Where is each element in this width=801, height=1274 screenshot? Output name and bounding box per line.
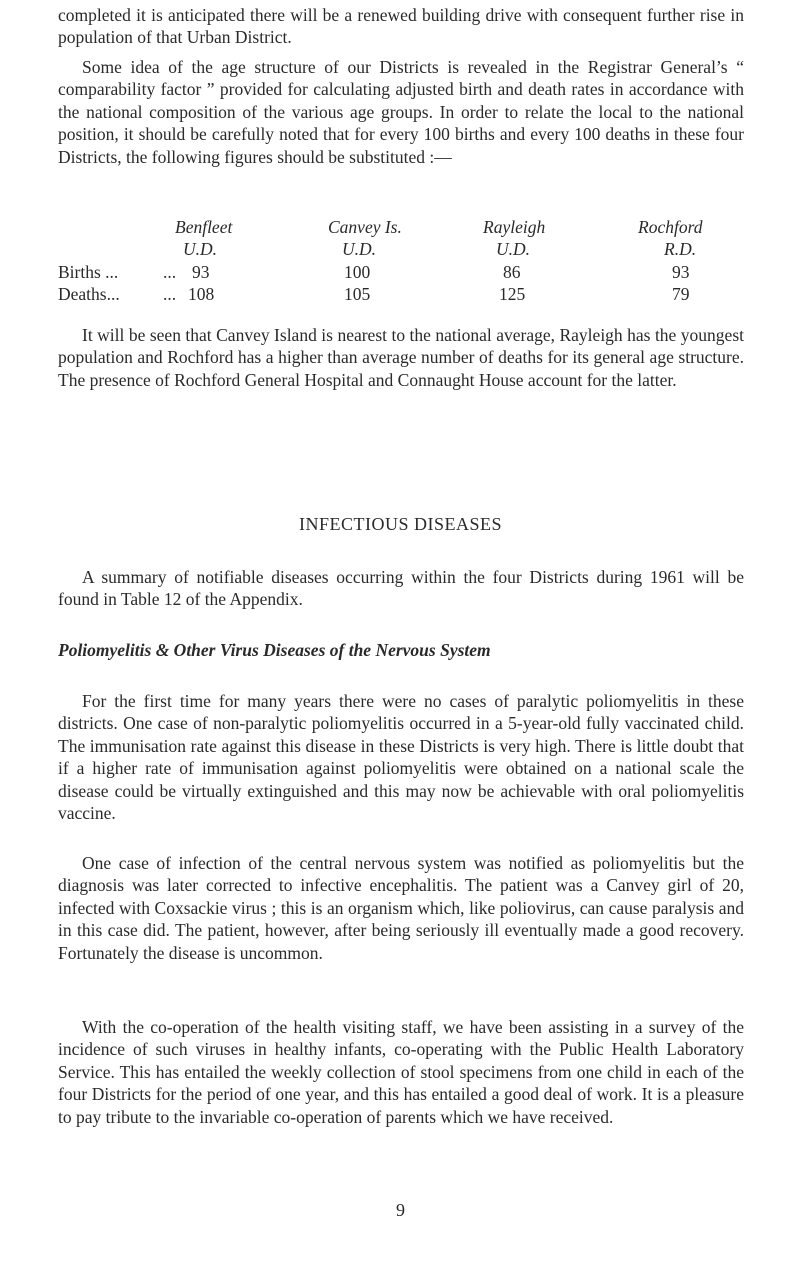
- births-rochford: 93: [672, 261, 690, 282]
- intro-paragraph: completed it is anticipated there will be a renewed building drive with consequent further rise in population of that Urban District.: [58, 5, 744, 48]
- table-subheader-row: [58, 238, 748, 260]
- row-label-deaths: Deaths...: [58, 284, 120, 305]
- col-header-rayleigh: Rayleigh: [483, 217, 546, 237]
- row-label-births: Births ...: [58, 261, 119, 282]
- summary-paragraph: A summary of notifiable diseases occurring within the four Districts during 1961 will be found in Table 12 of the Appendix.: [58, 567, 744, 610]
- row-leader-dots: ...: [163, 261, 177, 282]
- page-number: 9: [396, 1200, 405, 1220]
- births-benfleet: 93: [192, 261, 210, 282]
- table-row: [58, 261, 748, 283]
- col-header-benfleet: Benfleet: [175, 217, 233, 237]
- col-subheader-canvey: U.D.: [342, 239, 377, 260]
- col-subheader-rochford: R.D.: [664, 239, 697, 260]
- deaths-rayleigh: 125: [499, 284, 526, 305]
- deaths-canvey: 105: [344, 284, 371, 305]
- comparison-paragraph: It will be seen that Canvey Island is nearest to the national average, Rayleigh has the youngest population and Rochford has a higher than average number of deaths for its general age structure. The presence of Rochford General Hospital and Connaught House account for the latter.: [58, 325, 744, 390]
- deaths-rochford: 79: [672, 284, 690, 305]
- row-leader-dots: ...: [163, 284, 177, 305]
- age-structure-paragraph: Some idea of the age structure of our Districts is revealed in the Registrar General’s “ comparability factor ” provided for calculating adjusted birth and death rates in accordance with the national composition of the various age groups. In order to relate the local to the national position, it should be carefully noted that for every 100 births and every 100 deaths in these four Districts, the following figures should be substituted :—: [58, 57, 744, 167]
- survey-paragraph: With the co-operation of the health visiting staff, we have been assisting in a survey of the incidence of such viruses in healthy infants, co-operating with the Public Health Laboratory Service. This has entailed the weekly collection of stool specimens from one child in each of the four Districts for the period of one year, and this has entailed a good deal of work. It is a pleasure to pay tribute to the invariable co-operation of parents which we have received.: [58, 1017, 744, 1127]
- table-row: [58, 283, 748, 305]
- section-heading: INFECTIOUS DISEASES: [298, 514, 503, 534]
- polio-paragraph: For the first time for many years there were no cases of paralytic poliomyelitis in these districts. One case of non-paralytic poliomyelitis occurred in a 5-year-old fully vaccinated child. The immunisation rate against this disease in these Districts is very high. There is little doubt that if a higher rate of immunisation against poliomyelitis were obtained on a national scale the disease could be virtually extinguished and this may now be achievable with oral poliomyelitis vaccine.: [58, 691, 744, 824]
- comparability-table: [58, 216, 748, 306]
- births-canvey: 100: [344, 261, 371, 282]
- table-header-row: [58, 216, 748, 238]
- col-header-rochford: Rochford: [638, 217, 703, 237]
- col-subheader-rayleigh: U.D.: [496, 239, 531, 260]
- col-subheader-benfleet: U.D.: [183, 239, 218, 260]
- col-header-canvey: Canvey Is.: [328, 217, 402, 237]
- encephalitis-paragraph: One case of infection of the central nervous system was notified as poliomyelitis but the diagnosis was later corrected to infective encephalitis. The patient was a Canvey girl of 20, infected with Coxsackie virus ; this is an organism which, like poliovirus, can cause paralysis and in this case did. The patient, however, after being seriously ill eventually made a good recovery. Fortunately the disease is uncommon.: [58, 853, 744, 963]
- deaths-benfleet: 108: [188, 284, 215, 305]
- births-rayleigh: 86: [503, 261, 521, 282]
- subsection-heading: Poliomyelitis & Other Virus Diseases of the Nervous System: [58, 640, 491, 660]
